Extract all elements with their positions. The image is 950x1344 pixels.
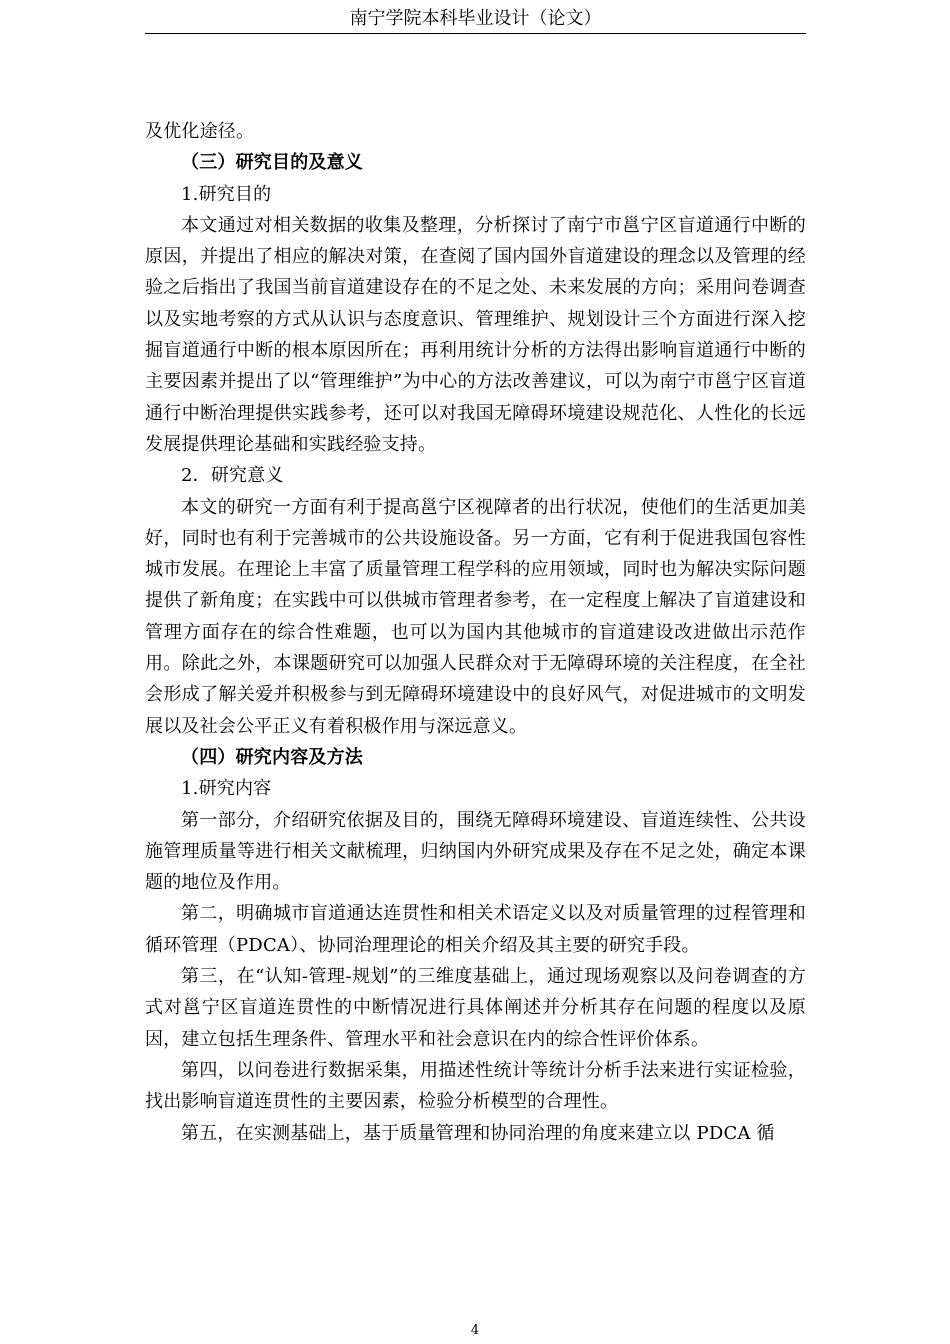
document-body (145, 116, 806, 1149)
section-heading-content-methods: （四）研究内容及方法 (181, 746, 363, 768)
paragraph-part-four: 第四，以问卷进行数据采集，用描述性统计等统计分析手法来进行实证检验，找出影响盲道连贯性的主要因素，检验分析模型的合理性。 (145, 1059, 806, 1113)
page-header (145, 8, 806, 34)
page-number: 4 (470, 1323, 480, 1338)
continued-paragraph-line: 及优化途径。 (145, 121, 255, 142)
subheading-research-significance: 2．研究意义 (181, 465, 284, 487)
paragraph-part-five: 第五，在实测基础上，基于质量管理和协同治理的角度来建立以 PDCA 循 (181, 1122, 775, 1144)
subheading-research-content: 1.研究内容 (181, 778, 272, 800)
paragraph-part-three: 第三，在“认知-管理-规划”的三维度基础上，通过现场观察以及问卷调查的方式对邕宁区盲道连贯性的中断情况进行具体阐述并分析其存在问题的程度以及原因，建立包括生理条件、管理水平和社会意识在内的综合性评价体系。 (145, 966, 806, 1050)
paragraph-part-two: 第二，明确城市盲道通达连贯性和相关术语定义以及对质量管理的过程管理和循环管理（PDCA）、协同治理理论的相关介绍及其主要的研究手段。 (145, 903, 806, 956)
subheading-research-purpose: 1.研究目的 (181, 183, 272, 205)
paragraph-research-purpose: 本文通过对相关数据的收集及整理，分析探讨了南宁市邕宁区盲道通行中断的原因，并提出了相应的解决对策，在查阅了国内国外盲道建设的理念以及管理的经验之后指出了我国当前盲道建设存在的不足之处、未来发展的方向；采用问卷调查以及实地考察的方式从认识与态度意识、管理维护、规划设计三个方面进行深入挖掘盲道通行中断的根本原因所在；再利用统计分析的方法得出影响盲道通行中断的主要因素并提出了以“管理维护”为中心的方法改善建议，可以为南宁市邕宁区盲道通行中断治理提供实践参考，还可以对我国无障碍环境建设规范化、人性化的长远发展提供理论基础和实践经验支持。 (145, 214, 806, 455)
paragraph-part-one: 第一部分，介绍研究依据及目的，围绕无障碍环境建设、盲道连续性、公共设施管理质量等进行相关文献梳理，归纳国内外研究成果及存在不足之处，确定本课题的地位及作用。 (145, 809, 806, 894)
paragraph-research-significance: 本文的研究一方面有利于提高邕宁区视障者的出行状况，使他们的生活更加美好，同时也有利于完善城市的公共设施设备。另一方面，它有利于促进我国包容性城市发展。在理论上丰富了质量管理工程学科的应用领域，同时也为解决实际问题提供了新角度；在实践中可以供城市管理者参考，在一定程度上解决了盲道建设和管理方面存在的综合性难题，也可以为国内其他城市的盲道建设改进做出示范作用。除此之外，本课题研究可以加强人民群众对于无障碍环境的关注程度，在全社会形成了解关爱并积极参与到无障碍环境建设中的良好风气，对促进城市的文明发展以及社会公平正义有着积极作用与深远意义。 (145, 496, 806, 737)
section-heading-purpose-significance: （三）研究目的及意义 (181, 152, 363, 174)
header-title: 南宁学院本科毕业设计（论文） (349, 8, 602, 29)
